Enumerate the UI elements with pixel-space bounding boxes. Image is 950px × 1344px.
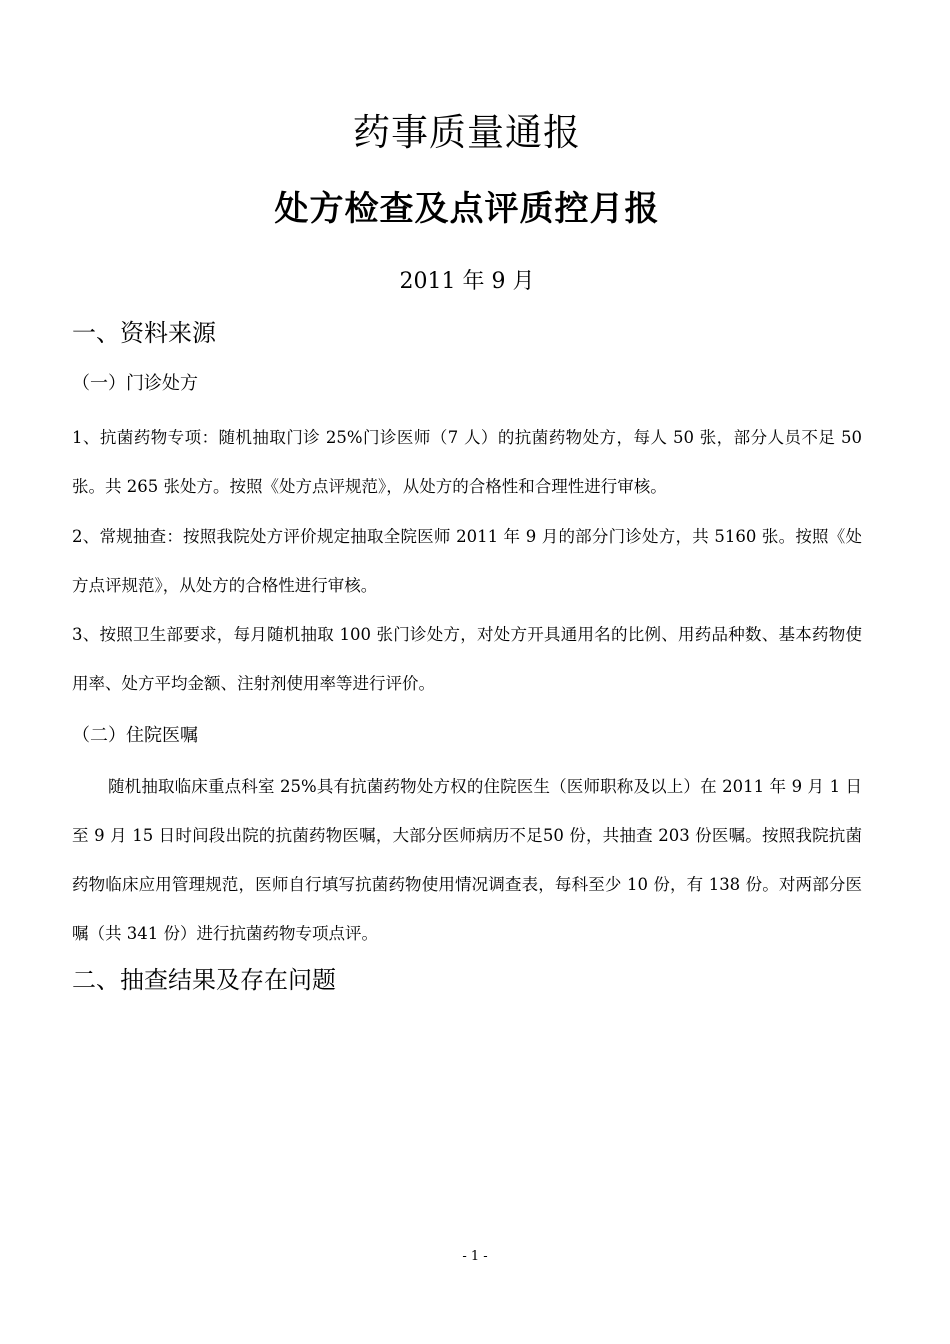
paragraph-item-1: 1、抗菌药物专项：随机抽取门诊 25%门诊医师（7 人）的抗菌药物处方，每人 50 张，部分人员不足 50 张。共 265 张处方。按照《处方点评规范》，从处方的合格性和合理性进行审核。 xyxy=(72,428,862,496)
subsection-heading-outpatient: （一）门诊处方 xyxy=(72,373,198,394)
paragraph-item-3: 3、按照卫生部要求，每月随机抽取 100 张门诊处方，对处方开具通用名的比例、用药品种数、基本药物使用率、处方平均金额、注射剂使用率等进行评价。 xyxy=(72,625,862,693)
paragraph-item-2: 2、常规抽查：按照我院处方评价规定抽取全院医师 2011 年 9 月的部分门诊处方，共 5160 张。按照《处方点评规范》，从处方的合格性进行审核。 xyxy=(72,527,862,595)
section-heading-results: 二、抽查结果及存在问题 xyxy=(72,966,336,994)
subsection-heading-inpatient: （二）住院医嘱 xyxy=(72,725,198,746)
page-number: - 1 - xyxy=(462,1249,488,1264)
section-heading-data-source: 一、资料来源 xyxy=(72,319,216,347)
paragraph-inpatient: 随机抽取临床重点科室 25%具有抗菌药物处方权的住院医生（医师职称及以上）在 2011 年 9 月 1 日至 9 月 15 日时间段出院的抗菌药物医嘱，大部分医师病历不足50 份，共抽查 203 份医嘱。按照我院抗菌药物临床应用管理规范，医师自行填写抗菌药物使用情况调查表，每科至少 10 份，有 138 份。对两部分医嘱（共 341 份）进行抗菌药物专项点评。 xyxy=(72,777,862,943)
document-title: 药事质量通报 xyxy=(353,111,581,154)
report-date: 2011 年 9 月 xyxy=(399,269,535,294)
document-subtitle: 处方检查及点评质控月报 xyxy=(274,189,660,229)
